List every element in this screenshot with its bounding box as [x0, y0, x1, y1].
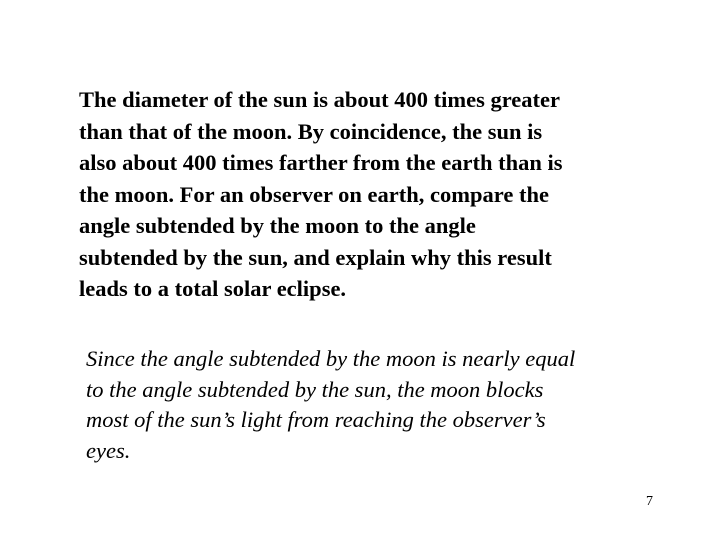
answer-line: most of the sun’s light from reaching the observer’s	[86, 407, 546, 432]
page-number: 7	[646, 494, 653, 509]
question-line: also about 400 times farther from the earth than is	[79, 150, 563, 175]
answer-line: eyes.	[86, 437, 131, 463]
answer-line: Since the angle subtended by the moon is nearly equal	[86, 346, 576, 371]
question-line: The diameter of the sun is about 400 times greater	[79, 87, 560, 112]
question-line: the moon. For an observer on earth, compare the	[79, 181, 549, 207]
question-line: than that of the moon. By coincidence, the sun is	[79, 118, 543, 144]
answer-text	[86, 344, 676, 466]
question-line: leads to a total solar eclipse.	[79, 276, 347, 301]
answer-line: to the angle subtended by the sun, the moon blocks	[86, 376, 544, 402]
question-text	[79, 84, 659, 305]
question-line: angle subtended by the moon to the angle	[79, 213, 476, 238]
question-line: subtended by the sun, and explain why this result	[79, 244, 552, 270]
